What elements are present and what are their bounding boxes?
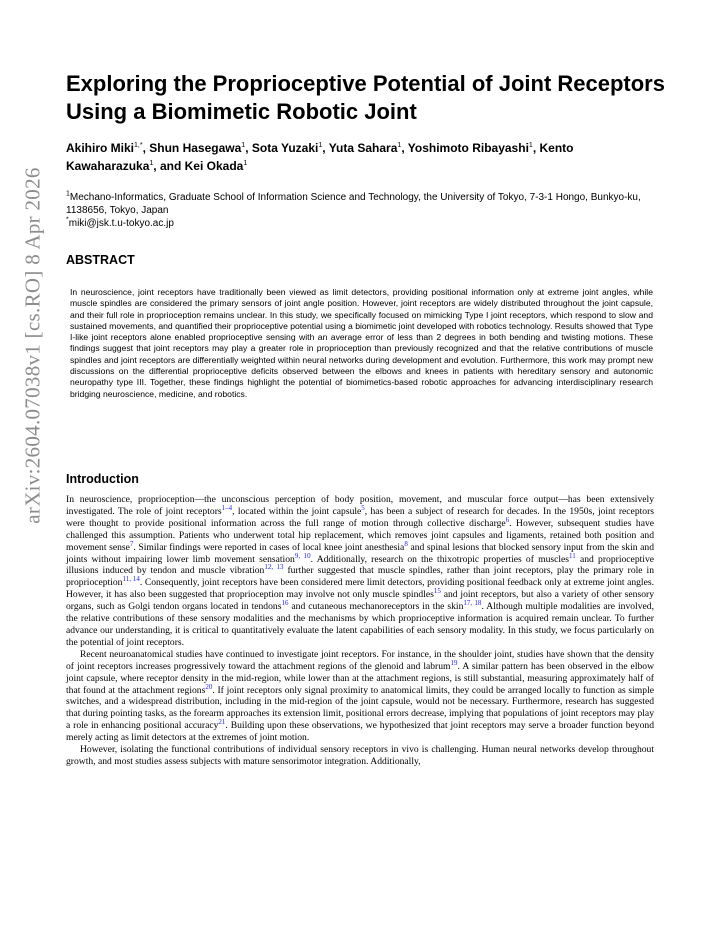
citation-link[interactable]: 11 — [569, 551, 576, 560]
citation-link[interactable]: 19 — [450, 658, 458, 667]
author-name: Sota Yuzaki — [251, 141, 319, 155]
author-affiliation-marker: 1 — [243, 160, 248, 167]
author-affiliation-marker: 1,* — [134, 142, 143, 149]
citation-link[interactable]: 6 — [505, 515, 510, 524]
abstract-text: In neuroscience, joint receptors have traditionally been viewed as limit detectors, providing positional information only at extreme joint angles, while muscle spindles are considered the primary sensors of joint angle position. However, joint receptors are widely distributed throughout the joint capsule, and their full role in proprioception remains unclear. In this study, we specifically focused on mimicking Type I joint receptors, which respond to slow and sustained movements, and quantified their proprioceptive potential using a biomimetic joint developed with robotics technology. Results showed that Type I-like joint receptors alone enabled proprioceptive sensing with an average error of less than 2 degrees in both bending and twisting motions. These findings suggest that joint receptors may play a greater role in proprioception than previously recognized and that the relative contributions of muscle spindles and joint receptors are differentially weighted within neural networks during development and evolution. Furthermore, this work may prompt new discussions on the differential proprioceptive deficits observed between the elbows and knees in patients with hereditary sensory and autonomic neuropathy type III. Together, these findings highlight the potential of biomimetics-based robotic approaches for advancing interdisciplinary research bridging neuroscience, medicine, and robotics. — [70, 287, 653, 399]
author-name: Akihiro Miki — [66, 141, 135, 155]
citation-link[interactable]: 16 — [281, 598, 289, 607]
author-affiliation-marker: 1 — [149, 160, 154, 167]
affiliation-marker: 1 — [66, 190, 70, 198]
corresponding-marker: * — [66, 216, 69, 224]
author-name: Yuta Sahara — [328, 141, 398, 155]
abstract-heading: ABSTRACT — [66, 253, 135, 267]
affiliation-line — [66, 191, 656, 217]
author-affiliation-marker: 1 — [318, 142, 323, 149]
citation-link[interactable]: 11, 14 — [122, 575, 140, 584]
arxiv-identifier-text: arXiv:2604.07038v1 [cs.RO] 8 Apr 2026 — [20, 166, 45, 524]
introduction-body — [66, 494, 654, 768]
citation-link[interactable]: 8 — [404, 539, 408, 548]
citation-link[interactable]: 5 — [361, 503, 365, 512]
author-name: Kei Okada — [184, 159, 244, 173]
author-affiliation-marker: 1 — [397, 142, 402, 149]
corresponding-email-line — [66, 217, 656, 230]
author-affiliation-marker: 1 — [241, 142, 246, 149]
citation-link[interactable]: 1–4 — [221, 503, 233, 512]
citation-link[interactable]: 7 — [129, 539, 134, 548]
author-name: Kento Kawaharazuka — [66, 141, 574, 173]
citation-link[interactable]: 20 — [205, 682, 213, 691]
citation-link[interactable]: 21 — [218, 718, 226, 727]
paper-title: Exploring the Proprioceptive Potential of Joint Receptors Using a Biomimetic Robotic Joint — [66, 71, 665, 124]
author-name: Shun Hasegawa — [149, 141, 242, 155]
citation-link[interactable]: 12, 13 — [264, 563, 284, 572]
affiliation-block — [66, 191, 656, 230]
arxiv-identifier-stamp — [18, 30, 48, 660]
citation-link[interactable]: 17, 18 — [463, 598, 482, 607]
citation-link[interactable]: 15 — [433, 587, 441, 596]
author-list: Akihiro Miki$^{1,*}$, Shun Hasegawa$^1$, Sota Yuzaki$^1$, Yuta Sahara$^1$, Yoshimoto Ribayashi$^1$, Kento Kawaharazuka$^1$, and Kei Okada$^1$ — [66, 141, 574, 173]
body-paragraph: Recent neuroanatomical studies have continued to investigate joint receptors. For instance, in the shoulder joint, studies have shown that the density of joint receptors increases progressively toward the attachment regions of the glenoid and labrum$^{19}$. A similar pattern has been observed in the elbow joint capsule, where receptor density in the mid-region, while lower than at the attachment regions, is still substantial, measuring approximately half of that found at the attachment regions$^{20}$. If joint receptors only signal proximity to anatomical limits, they could be arranged locally to function as simple switches, and a widespread distribution, including in the mid-region of the joint capsule, would not be necessary. Furthermore, research has suggested that during pointing tasks, as the forearm approaches its extension limit, positional errors decrease, implying that populations of joint receptors may play a role in enhancing positional accuracy$^{21}$. Building upon these observations, we hypothesized that joint receptors may serve a broader function beyond merely acting as limit detectors at the extremes of joint motion. — [66, 648, 655, 744]
body-paragraph: In neuroscience, proprioception—the unconscious perception of body position, movement, and muscular force output—has been extensively investigated. The role of joint receptors$^{1-4}$, located within the joint capsule$^5$, has been a subject of research for decades. In the 1950s, joint receptors were thought to provide positional information across the full range of motion through collective discharge$^6$. However, subsequent studies have challenged this assumption. Patients who underwent total hip replacement, which removes joint capsules and ligaments, retained both position and movement sense$^7$. Similar findings were reported in cases of local knee joint anesthesia$^8$ and spinal lesions that blocked sensory input from the skin and joints without impairing lower limb movement sensation$^{9, 10}$. Additionally, research on the thixotropic properties of muscles$^{11}$ and proprioceptive illusions induced by tendon and muscle vibration$^{12, 13}$ further suggested that muscle spindles, rather than joint receptors, play the primary role in proprioception$^{11, 14}$. Consequently, joint receptors have been considered mere limit detectors, providing positional feedback only at extreme joint angles. However, it has also been suggested that proprioception may involve not only muscle spindles$^{15}$ and joint receptors, but also a variety of other sensory organs, such as Golgi tendon organs located in tendons$^{16}$ and cutaneous mechanoreceptors in the skin$^{17, 18}$. Although multiple modalities are involved, the relative contributions of these sensory modalities and the mechanisms by which proprioceptive information is acquired remain unclear. To further advance our understanding, it is critical to quantitatively evaluate the latent capabilities of each sensory modality. In this study, we focus particularly on the potential of joint receptors. — [66, 494, 655, 648]
body-paragraph: However, isolating the functional contributions of individual sensory receptors in vivo is challenging. Human neural networks develop throughout growth, and most studies assess subjects with mature sensorimotor integration. Additionally, — [66, 744, 654, 767]
author-name: Yoshimoto Ribayashi — [407, 141, 529, 155]
author-affiliation-marker: 1 — [528, 142, 533, 149]
citation-link[interactable]: 9, 10 — [294, 551, 311, 560]
corresponding-email[interactable]: miki@jsk.t.u-tokyo.ac.jp — [68, 218, 174, 229]
affiliation-text: Mechano-Informatics, Graduate School of Information Science and Technology, the University of Tokyo, 7-3-1 Hongo, Bunkyo-ku, 1138656, Tokyo, Japan — [66, 192, 641, 216]
introduction-heading: Introduction — [66, 472, 139, 486]
